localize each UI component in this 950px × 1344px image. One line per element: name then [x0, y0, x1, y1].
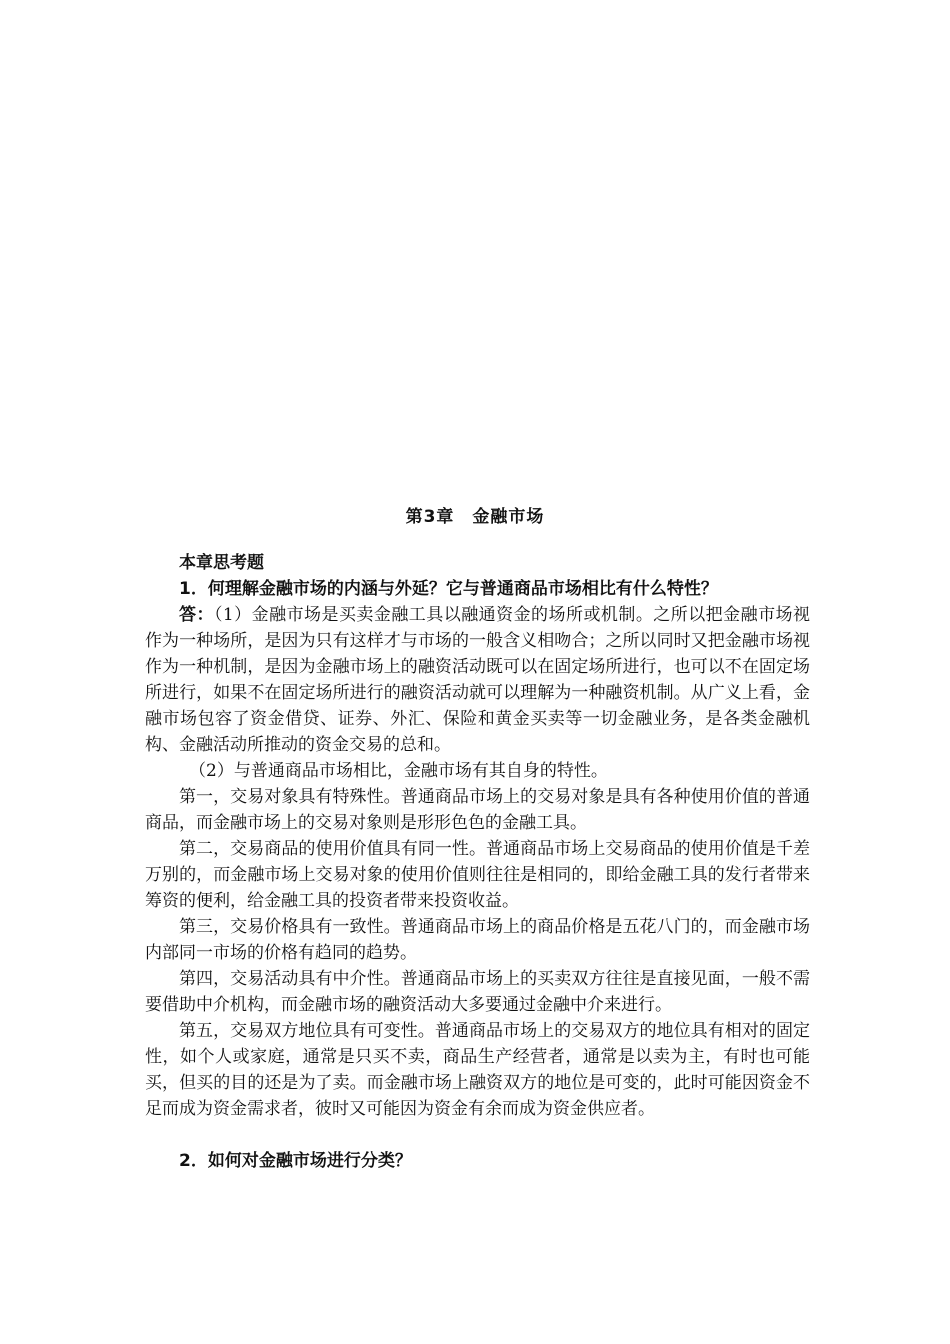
answer-paragraph-4: 第二，交易商品的使用价值具有同一性。普通商品市场上交易商品的使用价值是千差万别的，而金融市场上交易对象的使用价值则往往是相同的，即给金融工具的发行者带来筹资的便利，给金融工具的投资者带来投资收益。 — [145, 839, 810, 911]
chapter-title: 第3章 金融市场 — [405, 507, 545, 527]
answer-paragraph-6: 第四，交易活动具有中介性。普通商品市场上的买卖双方往往是直接见面，一般不需要借助中介机构，而金融市场的融资活动大多要通过金融中介来进行。 — [145, 969, 810, 1015]
section-heading: 本章思考题 — [179, 553, 264, 573]
answer-label: 答： — [179, 605, 214, 625]
answer-paragraph-1 — [145, 602, 810, 758]
paragraph-gap — [145, 1122, 810, 1148]
answer-paragraph-3: 第一，交易对象具有特殊性。普通商品市场上的交易对象是具有各种使用价值的普通商品，而金融市场上的交易对象则是形形色色的金融工具。 — [145, 787, 810, 833]
answer-paragraph-5: 第三，交易价格具有一致性。普通商品市场上的商品价格是五花八门的，而金融市场内部同一市场的价格有趋同的趋势。 — [145, 917, 810, 963]
answer-paragraph-1-text: （1）金融市场是买卖金融工具以融通资金的场所或机制。之所以把金融市场视作为一种场所，是因为只有这样才与市场的一般含义相吻合；之所以同时又把金融市场视作为一种机制，是因为金融市场上的融资活动既可以在固定场所进行，也可以不在固定场所进行，如果不在固定场所进行的融资活动就可以理解为一种融资机制。从广义上看，金融市场包容了资金借贷、证券、外汇、保险和黄金买卖等一切金融业务，是各类金融机构、金融活动所推动的资金交易的总和。 — [145, 605, 810, 755]
question-1: 1．何理解金融市场的内涵与外延？它与普通商品市场相比有什么特性？ — [179, 579, 718, 599]
document-body — [145, 550, 810, 1174]
answer-paragraph-2: （2）与普通商品市场相比，金融市场有其自身的特性。 — [189, 761, 608, 781]
answer-paragraph-7: 第五，交易双方地位具有可变性。普通商品市场上的交易双方的地位具有相对的固定性，如个人或家庭，通常是只买不卖，商品生产经营者，通常是以卖为主，有时也可能买，但买的目的还是为了卖。而金融市场上融资双方的地位是可变的，此时可能因资金不足而成为资金需求者，彼时又可能因为资金有余而成为资金供应者。 — [145, 1021, 810, 1119]
question-2: 2．如何对金融市场进行分类？ — [179, 1151, 412, 1171]
